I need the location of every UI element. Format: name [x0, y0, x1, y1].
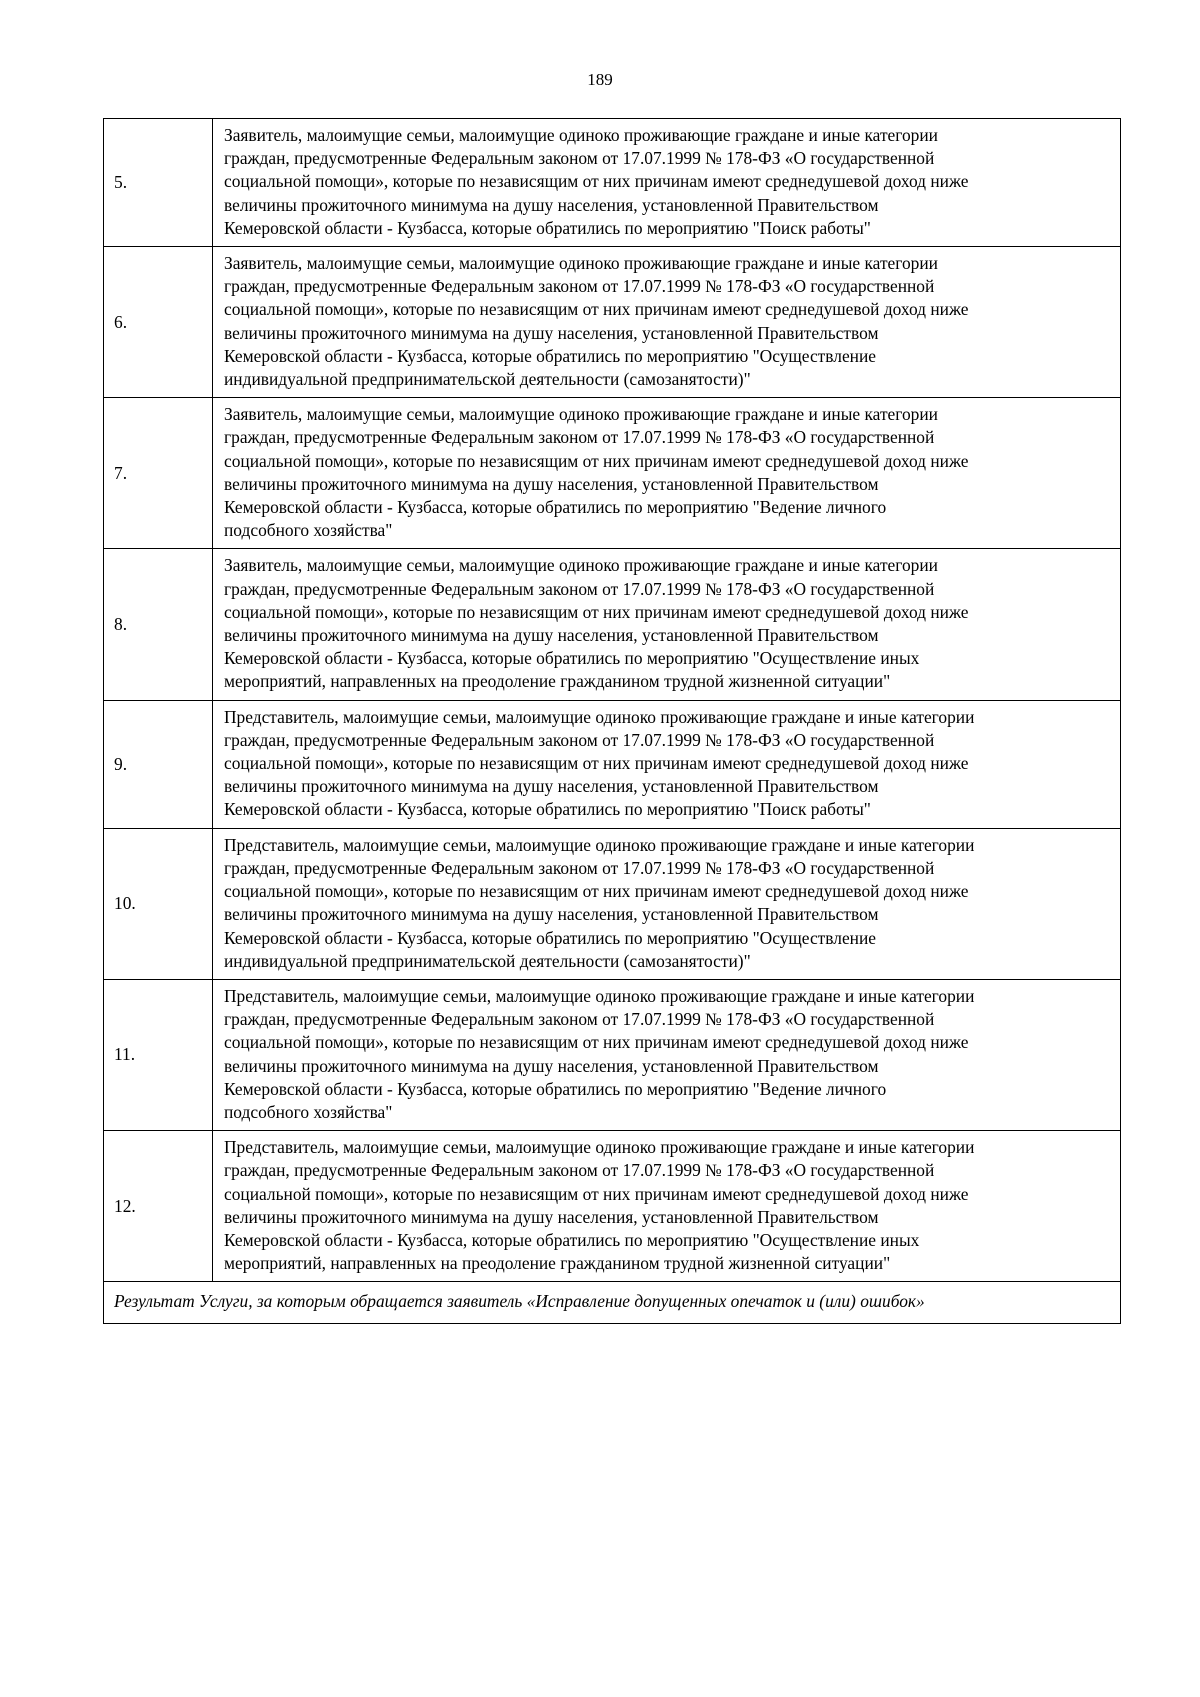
- row-description: [213, 1131, 1121, 1282]
- description-line: граждан, предусмотренные Федеральным законом от 17.07.1999 № 178-ФЗ «О государственной: [224, 857, 935, 878]
- table-row: [104, 700, 1121, 828]
- description-line: граждан, предусмотренные Федеральным законом от 17.07.1999 № 178-ФЗ «О государственной: [224, 578, 935, 599]
- description-line: мероприятий, направленных на преодоление гражданином трудной жизненной ситуации": [224, 1253, 891, 1274]
- row-number: 9.: [104, 700, 213, 828]
- description-line: Кемеровской области - Кузбасса, которые обратились по мероприятию "Осуществление: [224, 345, 876, 366]
- row-number: 12.: [104, 1131, 213, 1282]
- row-number: 8.: [104, 549, 213, 700]
- table-row: [104, 979, 1121, 1130]
- description-line: социальной помощи», которые по независящим от них причинам имеют среднедушевой доход ниже: [224, 1032, 969, 1053]
- description-line: величины прожиточного минимума на душу населения, установленной Правительством: [224, 1206, 879, 1227]
- row-number: 10.: [104, 828, 213, 979]
- row-description: [213, 979, 1121, 1130]
- result-heading: Результат Услуги, за которым обращается заявитель «Исправление допущенных опечаток и (или) ошибок»: [104, 1282, 1121, 1323]
- description-line: граждан, предусмотренные Федеральным законом от 17.07.1999 № 178-ФЗ «О государственной: [224, 1009, 935, 1030]
- description-line: социальной помощи», которые по независящим от них причинам имеют среднедушевой доход ниже: [224, 601, 969, 622]
- table-row: [104, 247, 1121, 398]
- description-line: Кемеровской области - Кузбасса, которые обратились по мероприятию "Ведение личного: [224, 497, 887, 518]
- description-line: Заявитель, малоимущие семьи, малоимущие одиноко проживающие граждане и иные категории: [224, 555, 938, 576]
- row-description: [213, 398, 1121, 549]
- row-number: 7.: [104, 398, 213, 549]
- description-line: граждан, предусмотренные Федеральным законом от 17.07.1999 № 178-ФЗ «О государственной: [224, 1160, 935, 1181]
- description-line: величины прожиточного минимума на душу населения, установленной Правительством: [224, 776, 879, 797]
- table-row: [104, 828, 1121, 979]
- description-line: социальной помощи», которые по независящим от них причинам имеют среднедушевой доход ниже: [224, 299, 969, 320]
- description-line: социальной помощи», которые по независящим от них причинам имеют среднедушевой доход ниже: [224, 1183, 969, 1204]
- description-line: мероприятий, направленных на преодоление гражданином трудной жизненной ситуации": [224, 671, 891, 692]
- row-number: 11.: [104, 979, 213, 1130]
- description-line: граждан, предусмотренные Федеральным законом от 17.07.1999 № 178-ФЗ «О государственной: [224, 276, 935, 297]
- description-line: Кемеровской области - Кузбасса, которые обратились по мероприятию "Поиск работы": [224, 799, 871, 820]
- description-line: величины прожиточного минимума на душу населения, установленной Правительством: [224, 322, 879, 343]
- result-row: [104, 1282, 1121, 1323]
- description-line: Заявитель, малоимущие семьи, малоимущие одиноко проживающие граждане и иные категории: [224, 404, 938, 425]
- row-description: [213, 549, 1121, 700]
- page-number: 189: [587, 70, 613, 89]
- description-line: величины прожиточного минимума на душу населения, установленной Правительством: [224, 904, 879, 925]
- table-row: [104, 119, 1121, 247]
- description-line: граждан, предусмотренные Федеральным законом от 17.07.1999 № 178-ФЗ «О государственной: [224, 729, 935, 750]
- row-description: [213, 828, 1121, 979]
- description-line: Кемеровской области - Кузбасса, которые обратились по мероприятию "Осуществление: [224, 927, 876, 948]
- description-line: величины прожиточного минимума на душу населения, установленной Правительством: [224, 625, 879, 646]
- table-body: [104, 119, 1121, 1324]
- description-line: индивидуальной предпринимательской деятельности (самозанятости)": [224, 369, 751, 390]
- table-row: [104, 1131, 1121, 1282]
- description-line: граждан, предусмотренные Федеральным законом от 17.07.1999 № 178-ФЗ «О государственной: [224, 427, 935, 448]
- row-description: [213, 247, 1121, 398]
- description-line: социальной помощи», которые по независящим от них причинам имеют среднедушевой доход ниже: [224, 171, 969, 192]
- description-line: социальной помощи», которые по независящим от них причинам имеют среднедушевой доход ниже: [224, 450, 969, 471]
- description-line: Заявитель, малоимущие семьи, малоимущие одиноко проживающие граждане и иные категории: [224, 125, 938, 145]
- description-line: Представитель, малоимущие семьи, малоимущие одиноко проживающие граждане и иные категории: [224, 706, 975, 727]
- description-line: Кемеровской области - Кузбасса, которые обратились по мероприятию "Осуществление иных: [224, 1229, 920, 1250]
- row-description: [213, 119, 1121, 247]
- description-line: граждан, предусмотренные Федеральным законом от 17.07.1999 № 178-ФЗ «О государственной: [224, 148, 935, 169]
- table-row: [104, 398, 1121, 549]
- description-line: Заявитель, малоимущие семьи, малоимущие одиноко проживающие граждане и иные категории: [224, 253, 938, 274]
- description-line: подсобного хозяйства": [224, 1101, 393, 1122]
- description-line: Представитель, малоимущие семьи, малоимущие одиноко проживающие граждане и иные категории: [224, 1137, 975, 1158]
- description-line: Кемеровской области - Кузбасса, которые обратились по мероприятию "Осуществление иных: [224, 648, 920, 669]
- description-line: величины прожиточного минимума на душу населения, установленной Правительством: [224, 194, 879, 215]
- description-line: социальной помощи», которые по независящим от них причинам имеют среднедушевой доход ниже: [224, 753, 969, 774]
- description-line: Представитель, малоимущие семьи, малоимущие одиноко проживающие граждане и иные категории: [224, 985, 975, 1006]
- description-line: подсобного хозяйства": [224, 520, 393, 541]
- row-description: [213, 700, 1121, 828]
- description-line: социальной помощи», которые по независящим от них причинам имеют среднедушевой доход ниже: [224, 881, 969, 902]
- description-line: величины прожиточного минимума на душу населения, установленной Правительством: [224, 1055, 879, 1076]
- description-line: Представитель, малоимущие семьи, малоимущие одиноко проживающие граждане и иные категории: [224, 834, 975, 855]
- description-line: Кемеровской области - Кузбасса, которые обратились по мероприятию "Ведение личного: [224, 1078, 887, 1099]
- description-line: Кемеровской области - Кузбасса, которые обратились по мероприятию "Поиск работы": [224, 217, 871, 238]
- description-line: величины прожиточного минимума на душу населения, установленной Правительством: [224, 473, 879, 494]
- description-line: индивидуальной предпринимательской деятельности (самозанятости)": [224, 950, 751, 971]
- applicant-categories-table: [103, 118, 1121, 1324]
- row-number: 5.: [104, 119, 213, 247]
- row-number: 6.: [104, 247, 213, 398]
- table-row: [104, 549, 1121, 700]
